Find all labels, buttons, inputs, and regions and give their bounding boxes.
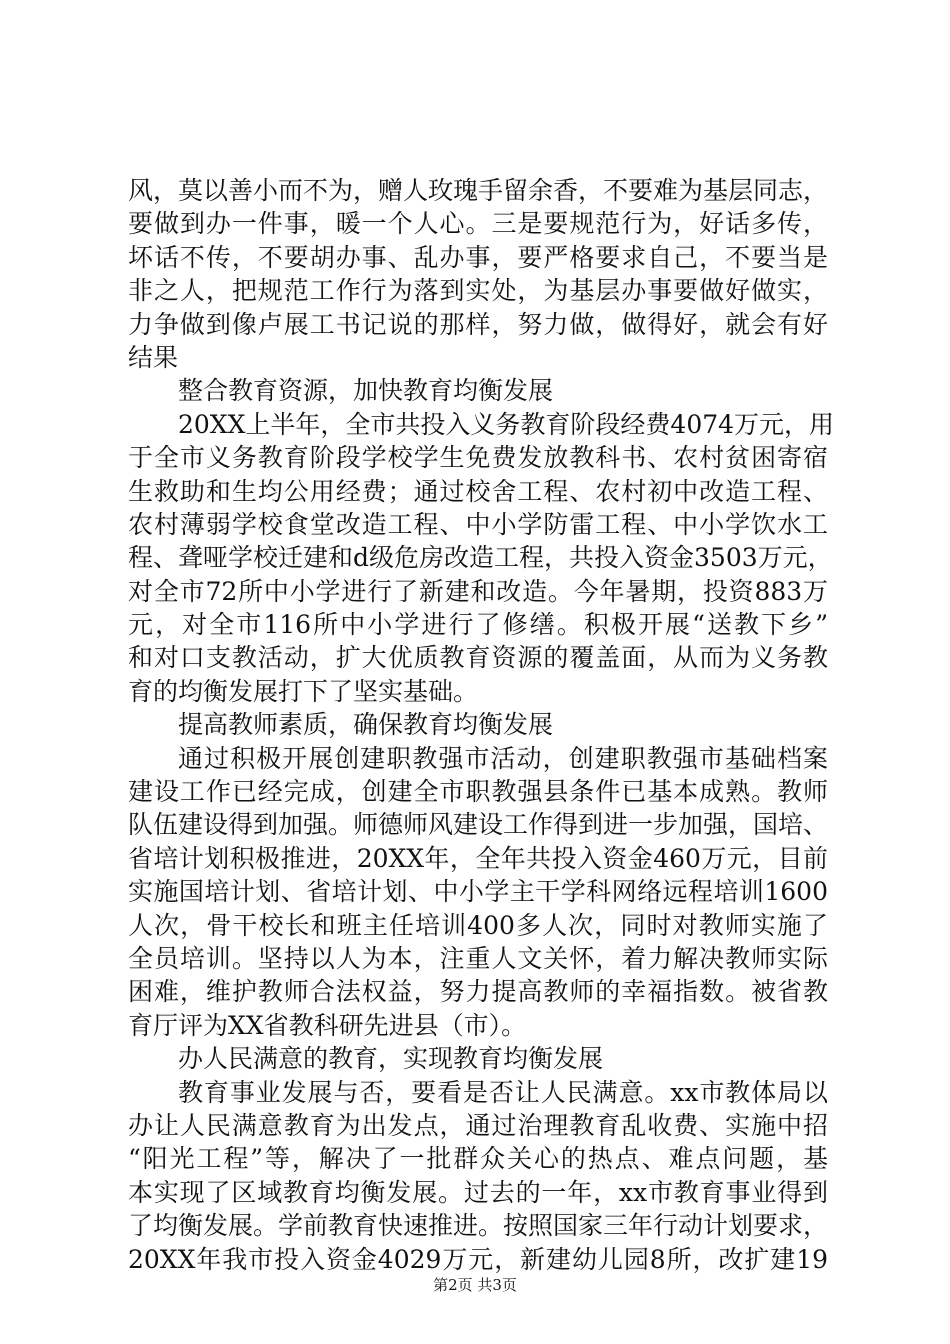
text-line: 和对口支教活动，扩大优质教育资源的覆盖面，从而为义务教 (128, 643, 828, 673)
text-line: 通过积极开展创建职教强市活动，创建职教强市基础档案 (178, 743, 828, 773)
text-line: 建设工作已经完成，创建全市职教强县条件已基本成熟。教师 (128, 777, 828, 807)
text-line: 于全市义务教育阶段学校学生免费发放教科书、农村贫困寄宿 (128, 443, 828, 473)
document-body (128, 174, 835, 1276)
text-line: 了均衡发展。学前教育快速推进。按照国家三年行动计划要求， (128, 1211, 829, 1241)
text-line: 风，莫以善小而不为，赠人玫瑰手留余香，不要难为基层同志， (128, 176, 829, 205)
text-line: 育厅评为XX省教科研先进县（市）。 (128, 1010, 527, 1040)
section-heading: 办人民满意的教育，实现教育均衡发展 (178, 1044, 604, 1074)
page-number: 第2页 共3页 (433, 1276, 517, 1294)
text-line: 实施国培计划、省培计划、中小学主干学科网络远程培训1600 (128, 877, 828, 907)
text-line: 育的均衡发展打下了坚实基础。 (128, 676, 479, 706)
text-line: 困难，维护教师合法权益，努力提高教师的幸福指数。被省教 (128, 977, 828, 1007)
text-line: 本实现了区域教育均衡发展。过去的一年，xx市教育事业得到 (128, 1177, 828, 1207)
text-line: 结果 (128, 342, 179, 372)
text-line: 20XX上半年，全市共投入义务教育阶段经费4074万元，用 (178, 409, 835, 439)
text-line: 教育事业发展与否，要看是否让人民满意。xx市教体局以 (178, 1077, 828, 1107)
text-line: 队伍建设得到加强。师德师风建设工作得到进一步加强，国培、 (128, 810, 829, 840)
text-line: 人次，骨干校长和班主任培训400多人次，同时对教师实施了 (128, 910, 828, 940)
text-line: 20XX年我市投入资金4029万元，新建幼儿园8所，改扩建19 (128, 1244, 828, 1274)
text-line: 元，对全市116所中小学进行了修缮。积极开展“送教下乡” (128, 610, 828, 640)
section-heading: 整合教育资源，加快教育均衡发展 (178, 376, 554, 406)
text-line: 农村薄弱学校食堂改造工程、中小学防雷工程、中小学饮水工 (128, 509, 828, 539)
text-line: 办让人民满意教育为出发点，通过治理教育乱收费、实施中招 (128, 1110, 828, 1140)
text-line: 坏话不传，不要胡办事、乱办事，要严格要求自己，不要当是 (128, 242, 828, 272)
text-line: 要做到办一件事，暖一个人心。三是要规范行为，好话多传， (128, 209, 828, 239)
text-line: 生救助和生均公用经费；通过校舍工程、农村初中改造工程、 (128, 476, 828, 506)
text-line: 力争做到像卢展工书记说的那样，努力做，做得好，就会有好 (128, 309, 828, 339)
text-line: 非之人，把规范工作行为落到实处，为基层办事要做好做实， (128, 276, 828, 306)
text-line: “阳光工程”等，解决了一批群众关心的热点、难点问题，基 (128, 1144, 828, 1174)
section-heading: 提高教师素质，确保教育均衡发展 (178, 710, 554, 740)
text-line: 省培计划积极推进，20XX年，全年共投入资金460万元，目前 (128, 843, 828, 873)
text-line: 程、聋哑学校迁建和d级危房改造工程，共投入资金3503万元， (128, 543, 833, 573)
text-line: 全员培训。坚持以人为本，注重人文关怀，着力解决教师实际 (128, 943, 828, 973)
text-line: 对全市72所中小学进行了新建和改造。今年暑期，投资883万 (128, 576, 828, 606)
page-footer (0, 1274, 950, 1295)
